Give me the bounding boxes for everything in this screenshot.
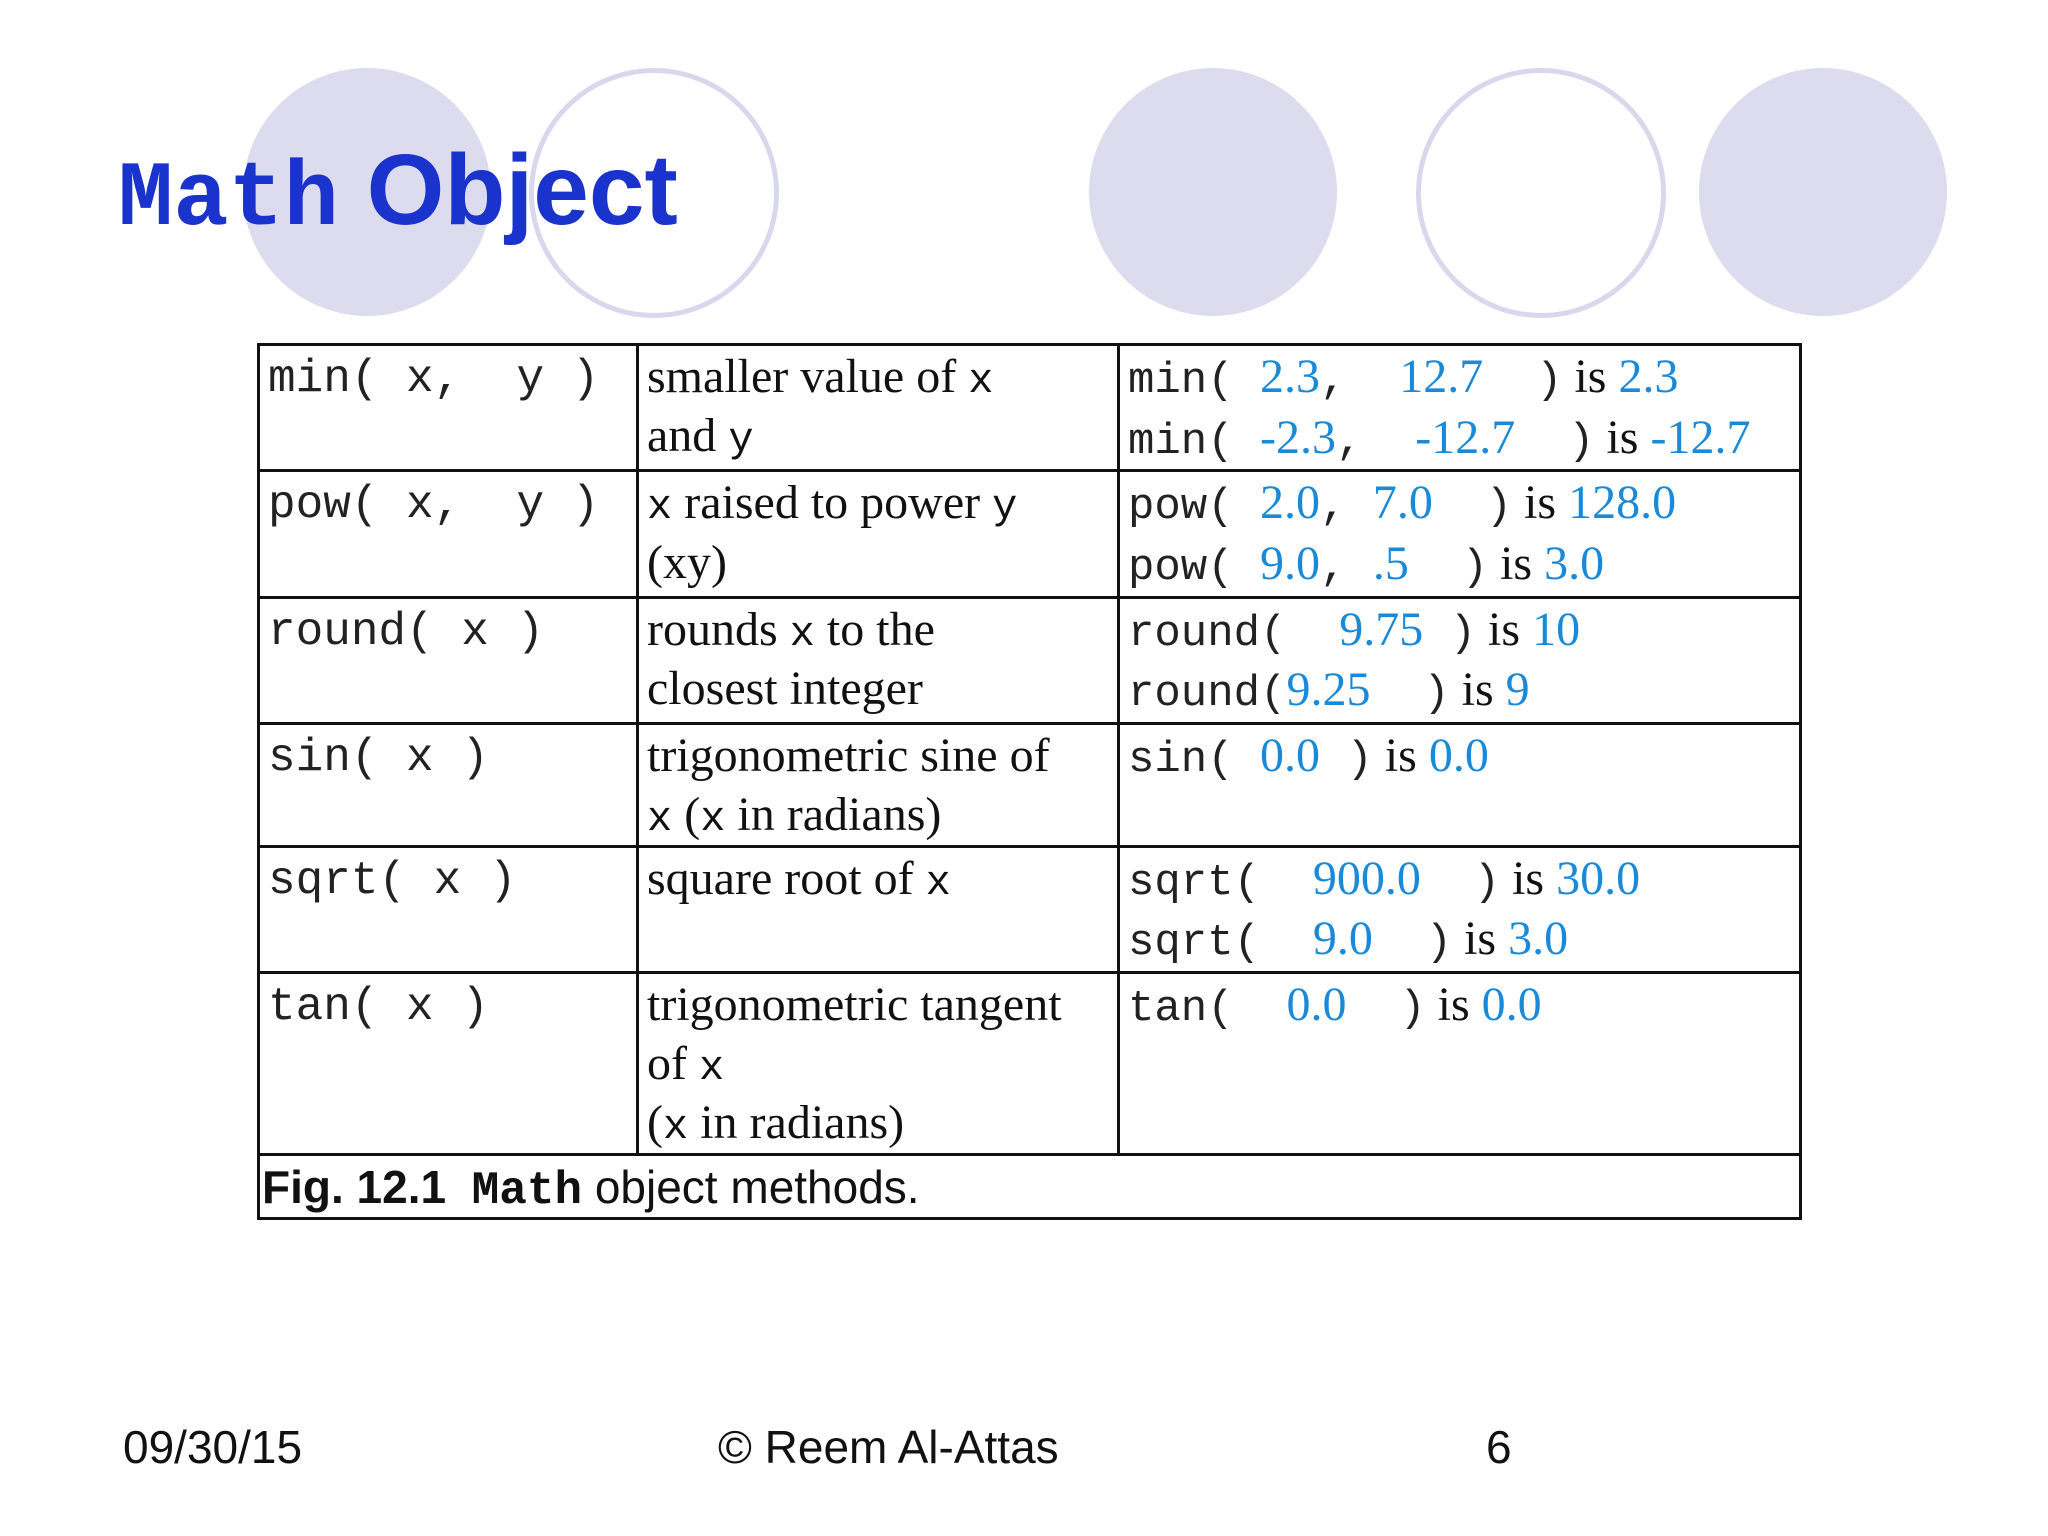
example-text: is	[1425, 978, 1482, 1032]
example-value: -12.7	[1415, 410, 1516, 464]
description-text: square root of	[647, 851, 926, 905]
description-text: rounds	[647, 602, 790, 656]
example-code: ,	[1320, 356, 1400, 406]
example-value: 9.0	[1260, 537, 1321, 591]
method-row	[259, 846, 1801, 972]
description-line	[647, 1094, 1117, 1153]
method-description-cell	[638, 471, 1119, 597]
example-code: )	[1423, 608, 1477, 659]
math-methods-table	[257, 343, 1802, 1220]
example-line	[1128, 727, 1799, 788]
example-value: 30.0	[1556, 851, 1641, 905]
description-line	[647, 727, 1117, 786]
description-text: in radians)	[725, 787, 942, 841]
description-code: x	[647, 794, 673, 843]
description-line	[647, 407, 1117, 466]
example-text: is	[1488, 537, 1545, 591]
description-text: to the	[814, 602, 935, 656]
method-signature-cell	[259, 724, 638, 847]
example-value: 0.0	[1260, 729, 1321, 783]
example-text: is	[1594, 410, 1651, 464]
description-text: (	[647, 1095, 663, 1149]
example-code: round(	[1128, 669, 1287, 720]
method-row	[259, 597, 1801, 723]
method-example-cell	[1119, 471, 1801, 597]
description-line	[647, 850, 1117, 909]
caption-figure-number: Fig. 12.1	[262, 1161, 447, 1214]
example-code: ,	[1320, 543, 1373, 594]
slide-title-text: Object	[338, 134, 678, 246]
method-examples	[1120, 599, 1799, 722]
description-line	[647, 786, 1117, 845]
description-code: x	[700, 794, 726, 843]
example-code: )	[1483, 356, 1563, 406]
description-code: y	[728, 416, 754, 465]
example-code: )	[1515, 416, 1595, 467]
example-line	[1128, 661, 1799, 722]
footer-date: 09/30/15	[123, 1421, 303, 1473]
method-example-cell	[1119, 724, 1801, 847]
caption-cell	[259, 1155, 1801, 1219]
example-text: is	[1449, 663, 1506, 717]
description-line	[647, 976, 1117, 1035]
example-value: 2.0	[1260, 476, 1321, 530]
footer-author: © Reem Al-Attas	[718, 1421, 1059, 1473]
example-value: 0.0	[1428, 729, 1489, 783]
example-value: 2.3	[1260, 350, 1321, 403]
method-description	[639, 725, 1117, 845]
example-value: 2.3	[1618, 350, 1679, 403]
description-line	[647, 660, 1117, 719]
method-signature: tan( x )	[268, 981, 489, 1034]
method-signature-cell	[259, 597, 638, 723]
example-value: 3.0	[1544, 537, 1605, 591]
example-text: is	[1500, 851, 1557, 905]
footer-page-number: 6	[1486, 1421, 1512, 1473]
caption-text: object methods.	[582, 1161, 920, 1214]
description-line	[647, 601, 1117, 660]
example-text: is	[1452, 912, 1509, 966]
example-value: 128.0	[1568, 476, 1677, 530]
example-line	[1128, 601, 1799, 662]
method-examples	[1120, 346, 1799, 469]
example-line	[1128, 850, 1799, 911]
description-text: in radians)	[688, 1095, 905, 1149]
description-code: x	[925, 858, 951, 907]
example-line	[1128, 535, 1799, 596]
example-code: tan(	[1128, 984, 1287, 1035]
decor-ring-2	[1416, 68, 1666, 318]
method-description-cell	[638, 724, 1119, 847]
example-code: pow(	[1128, 543, 1261, 594]
description-text: (xy)	[647, 535, 727, 589]
method-row	[259, 724, 1801, 847]
method-signature-cell	[259, 973, 638, 1155]
example-value: 0.0	[1481, 978, 1542, 1032]
description-code: y	[992, 483, 1018, 532]
example-value: -2.3	[1260, 410, 1337, 464]
caption-code: Math	[471, 1165, 583, 1218]
slide-title-code: Math	[118, 147, 339, 252]
example-value: 9.0	[1312, 912, 1373, 966]
method-examples	[1120, 725, 1799, 788]
example-line	[1128, 348, 1799, 409]
example-code: sqrt(	[1128, 857, 1313, 908]
description-text: raised to power	[672, 476, 993, 530]
method-description	[639, 848, 1117, 909]
example-value: 10	[1532, 602, 1581, 656]
description-text: and	[647, 409, 729, 463]
method-signature: round( x )	[268, 605, 545, 658]
method-signature: pow( x, y )	[268, 479, 600, 532]
description-line	[647, 474, 1117, 533]
method-signature: min( x, y )	[268, 353, 600, 405]
method-row	[259, 471, 1801, 597]
description-line	[647, 534, 1117, 593]
example-value: 12.7	[1399, 350, 1484, 403]
method-description-cell	[638, 597, 1119, 723]
description-code: x	[698, 1043, 725, 1092]
method-row	[259, 973, 1801, 1155]
caption-row	[259, 1155, 1801, 1219]
method-example-cell	[1119, 597, 1801, 723]
method-row	[259, 345, 1801, 471]
example-code: )	[1420, 857, 1501, 908]
example-line	[1128, 474, 1799, 535]
example-value: 7.0	[1372, 476, 1433, 530]
example-code: round(	[1128, 608, 1340, 659]
method-examples	[1120, 472, 1799, 595]
decor-circle-2	[1089, 68, 1337, 316]
example-code: )	[1346, 984, 1426, 1035]
example-value: -12.7	[1650, 410, 1751, 464]
example-value: .5	[1372, 537, 1409, 591]
method-description	[639, 472, 1117, 592]
slide-title	[118, 134, 678, 252]
figure-caption	[260, 1156, 1799, 1217]
method-signature-cell	[259, 471, 638, 597]
example-text: is	[1512, 476, 1569, 530]
method-signature: sin( x )	[268, 732, 489, 785]
example-value: 9	[1505, 663, 1530, 717]
method-signature-cell	[259, 345, 638, 471]
example-text: is	[1372, 729, 1429, 783]
method-description	[639, 599, 1117, 719]
description-text: of	[647, 1036, 699, 1090]
method-example-cell	[1119, 846, 1801, 972]
method-signature-cell	[259, 846, 638, 972]
example-line	[1128, 910, 1799, 971]
example-code: )	[1320, 735, 1373, 786]
example-line	[1128, 976, 1799, 1037]
example-text: is	[1476, 602, 1533, 656]
decor-circle-3	[1699, 68, 1947, 316]
example-code: pow(	[1128, 482, 1261, 533]
method-example-cell	[1119, 973, 1801, 1155]
example-code: ,	[1336, 416, 1416, 467]
method-description-cell	[638, 973, 1119, 1155]
description-code: x	[662, 1102, 689, 1151]
example-code: sqrt(	[1128, 918, 1313, 969]
example-value: 9.75	[1339, 602, 1424, 656]
method-description-cell	[638, 846, 1119, 972]
description-code: x	[968, 357, 994, 405]
example-value: 9.25	[1286, 663, 1371, 717]
example-value: 0.0	[1286, 978, 1347, 1032]
description-line	[647, 1035, 1117, 1094]
description-code: x	[789, 609, 815, 658]
example-value: 900.0	[1312, 851, 1421, 905]
example-text: is	[1562, 350, 1619, 403]
description-text: trigonometric tangent	[647, 978, 1062, 1032]
description-text: closest integer	[647, 661, 923, 715]
method-examples	[1120, 848, 1799, 971]
example-code: )	[1370, 669, 1450, 720]
example-code: sin(	[1128, 735, 1261, 786]
method-description-cell	[638, 345, 1119, 471]
example-code: )	[1432, 482, 1513, 533]
example-code: min(	[1128, 416, 1261, 467]
method-description	[639, 974, 1117, 1153]
example-value: 3.0	[1508, 912, 1569, 966]
example-line	[1128, 409, 1799, 470]
example-code: ,	[1320, 482, 1373, 533]
example-code: )	[1372, 918, 1453, 969]
method-description	[639, 346, 1117, 466]
example-code: )	[1408, 543, 1489, 594]
description-text: smaller value of	[647, 350, 969, 403]
method-examples	[1120, 974, 1799, 1037]
method-example-cell	[1119, 345, 1801, 471]
description-line	[647, 348, 1117, 407]
method-signature: sqrt( x )	[268, 854, 517, 907]
description-text: trigonometric sine of	[647, 729, 1050, 783]
description-text: (	[672, 787, 701, 841]
example-code: min(	[1128, 356, 1261, 406]
description-code: x	[647, 483, 673, 532]
